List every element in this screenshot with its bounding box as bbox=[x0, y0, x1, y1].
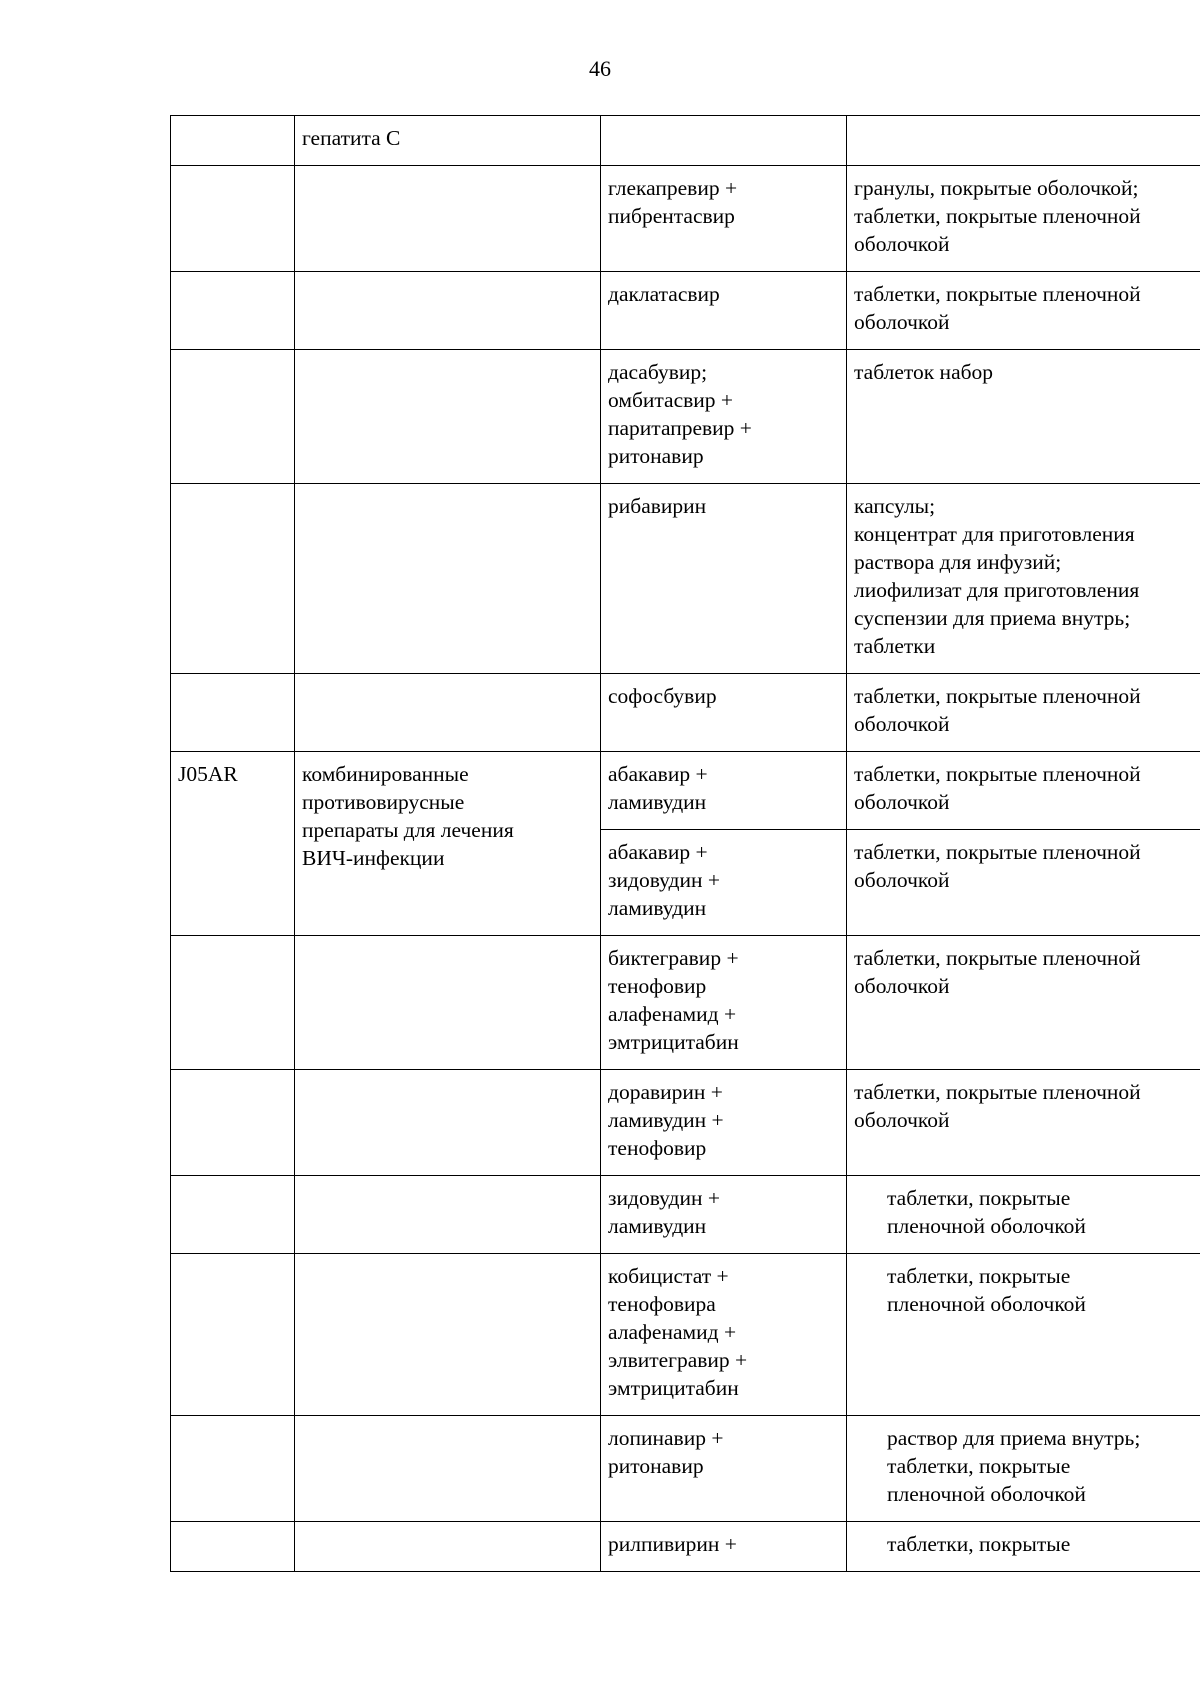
dosage-form-cell: таблетки, покрытые пленочной оболочкой bbox=[847, 674, 1200, 752]
table-row bbox=[171, 1254, 1200, 1416]
pharmacological-group-cell: гепатита С bbox=[295, 116, 601, 166]
table-row bbox=[171, 1070, 1200, 1176]
table-row bbox=[171, 1522, 1200, 1572]
atc-code-cell bbox=[171, 674, 295, 752]
pharmacological-group-cell bbox=[295, 1522, 601, 1572]
pharmacological-group-cell bbox=[295, 1070, 601, 1176]
drug-name-cell: дасабувир; омбитасвир + паритапревир + ритонавир bbox=[601, 350, 847, 484]
drug-name-cell: лопинавир + ритонавир bbox=[601, 1416, 847, 1522]
dosage-form-cell: капсулы; концентрат для приготовления раствора для инфузий; лиофилизат для приготовления суспензии для приема внутрь; таблетки bbox=[847, 484, 1200, 674]
drug-table bbox=[170, 115, 1200, 1572]
drug-name-cell bbox=[601, 116, 847, 166]
atc-code-cell bbox=[171, 1070, 295, 1176]
drug-name-cell: биктегравир + тенофовир алафенамид + эмтрицитабин bbox=[601, 936, 847, 1070]
dosage-form-cell: таблетки, покрытые bbox=[847, 1522, 1200, 1572]
atc-code-cell bbox=[171, 350, 295, 484]
atc-code-cell bbox=[171, 484, 295, 674]
pharmacological-group-cell bbox=[295, 166, 601, 272]
atc-code-cell bbox=[171, 1176, 295, 1254]
table-row bbox=[171, 936, 1200, 1070]
dosage-form-cell: таблетки, покрытые пленочной оболочкой bbox=[847, 936, 1200, 1070]
dosage-form-cell: таблетки, покрытые пленочной оболочкой bbox=[847, 752, 1200, 830]
table-row bbox=[171, 272, 1200, 350]
drug-name-cell: рибавирин bbox=[601, 484, 847, 674]
drug-name-cell: глекапревир + пибрентасвир bbox=[601, 166, 847, 272]
pharmacological-group-cell: комбинированные противовирусные препараты для лечения ВИЧ-инфекции bbox=[295, 752, 601, 936]
pharmacological-group-cell bbox=[295, 674, 601, 752]
atc-code-cell bbox=[171, 1522, 295, 1572]
atc-code-cell bbox=[171, 1254, 295, 1416]
drug-name-cell: рилпивирин + bbox=[601, 1522, 847, 1572]
dosage-form-cell bbox=[847, 116, 1200, 166]
table-row bbox=[171, 752, 1200, 830]
atc-code-cell bbox=[171, 1416, 295, 1522]
page-number: 46 bbox=[589, 56, 611, 81]
dosage-form-cell: таблетки, покрытые пленочной оболочкой bbox=[847, 1254, 1200, 1416]
pharmacological-group-cell bbox=[295, 272, 601, 350]
table-row bbox=[171, 1176, 1200, 1254]
pharmacological-group-cell bbox=[295, 936, 601, 1070]
atc-code-cell bbox=[171, 116, 295, 166]
dosage-form-cell: таблетки, покрытые пленочной оболочкой bbox=[847, 830, 1200, 936]
dosage-form-cell: таблетки, покрытые пленочной оболочкой bbox=[847, 272, 1200, 350]
drug-name-cell: зидовудин + ламивудин bbox=[601, 1176, 847, 1254]
dosage-form-cell: раствор для приема внутрь; таблетки, покрытые пленочной оболочкой bbox=[847, 1416, 1200, 1522]
dosage-form-cell: таблетки, покрытые пленочной оболочкой bbox=[847, 1176, 1200, 1254]
drug-name-cell: кобицистат + тенофовира алафенамид + элвитегравир + эмтрицитабин bbox=[601, 1254, 847, 1416]
pharmacological-group-cell bbox=[295, 1254, 601, 1416]
drug-name-cell: даклатасвир bbox=[601, 272, 847, 350]
pharmacological-group-cell bbox=[295, 484, 601, 674]
drug-name-cell: абакавир + ламивудин bbox=[601, 752, 847, 830]
atc-code-cell bbox=[171, 936, 295, 1070]
atc-code-cell bbox=[171, 166, 295, 272]
table-row bbox=[171, 116, 1200, 166]
drug-name-cell: софосбувир bbox=[601, 674, 847, 752]
pharmacological-group-cell bbox=[295, 1176, 601, 1254]
dosage-form-cell: гранулы, покрытые оболочкой; таблетки, покрытые пленочной оболочкой bbox=[847, 166, 1200, 272]
pharmacological-group-cell bbox=[295, 1416, 601, 1522]
table-row bbox=[171, 484, 1200, 674]
table-row bbox=[171, 350, 1200, 484]
atc-code-cell: J05AR bbox=[171, 752, 295, 936]
atc-code-cell bbox=[171, 272, 295, 350]
pharmacological-group-cell bbox=[295, 350, 601, 484]
table-row bbox=[171, 166, 1200, 272]
dosage-form-cell: таблеток набор bbox=[847, 350, 1200, 484]
table-row bbox=[171, 674, 1200, 752]
drug-name-cell: доравирин + ламивудин + тенофовир bbox=[601, 1070, 847, 1176]
dosage-form-cell: таблетки, покрытые пленочной оболочкой bbox=[847, 1070, 1200, 1176]
table-row bbox=[171, 1416, 1200, 1522]
drug-name-cell: абакавир + зидовудин + ламивудин bbox=[601, 830, 847, 936]
